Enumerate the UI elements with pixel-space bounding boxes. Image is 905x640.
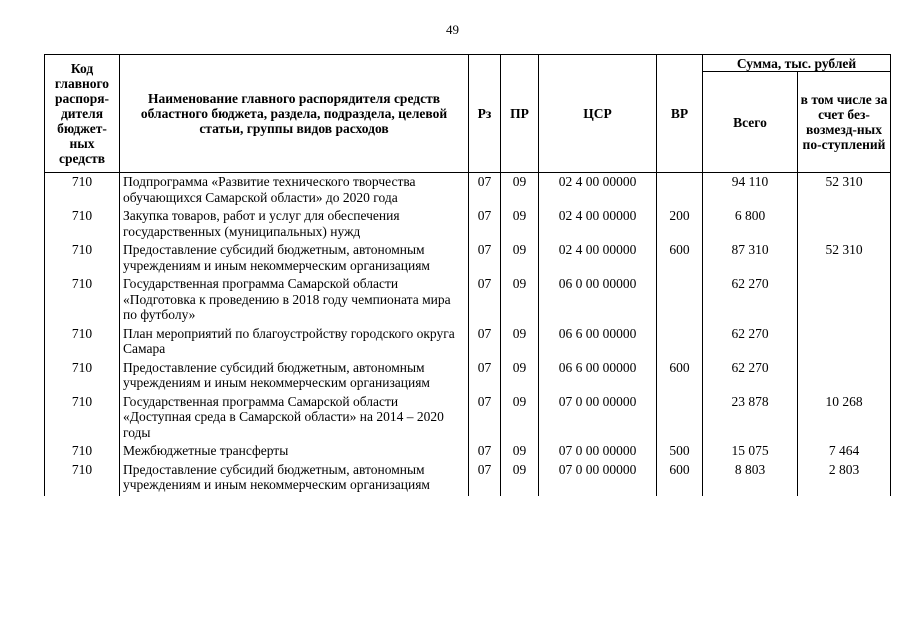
- header-total: Всего: [703, 72, 798, 173]
- cell-pr: 09: [501, 326, 539, 360]
- cell-csr: 02 4 00 00000: [539, 242, 657, 276]
- cell-total: 62 270: [703, 360, 798, 394]
- cell-pr: 09: [501, 242, 539, 276]
- cell-pr: 09: [501, 276, 539, 326]
- header-rz: Рз: [469, 55, 501, 173]
- cell-csr: 06 0 00 00000: [539, 276, 657, 326]
- cell-total: 6 800: [703, 208, 798, 242]
- cell-vr: 200: [657, 208, 703, 242]
- cell-grants: 7 464: [798, 443, 891, 462]
- table-row: [45, 326, 891, 360]
- table-body: [45, 173, 891, 496]
- cell-rz: 07: [469, 394, 501, 444]
- cell-rz: 07: [469, 173, 501, 209]
- table-row: [45, 242, 891, 276]
- table-row: [45, 173, 891, 209]
- cell-csr: 07 0 00 00000: [539, 462, 657, 496]
- cell-name: Предоставление субсидий бюджетным, автономным учреждениям и иным некоммерческим организациям: [120, 242, 469, 276]
- cell-grants: 10 268: [798, 394, 891, 444]
- cell-name: План мероприятий по благоустройству городского округа Самара: [120, 326, 469, 360]
- cell-name: Предоставление субсидий бюджетным, автономным учреждениям и иным некоммерческим организациям: [120, 462, 469, 496]
- cell-code: 710: [45, 326, 120, 360]
- cell-code: 710: [45, 276, 120, 326]
- cell-csr: 07 0 00 00000: [539, 394, 657, 444]
- cell-grants: 52 310: [798, 242, 891, 276]
- cell-pr: 09: [501, 173, 539, 209]
- cell-total: 87 310: [703, 242, 798, 276]
- cell-rz: 07: [469, 360, 501, 394]
- cell-rz: 07: [469, 326, 501, 360]
- cell-pr: 09: [501, 360, 539, 394]
- header-pr: ПР: [501, 55, 539, 173]
- cell-grants: [798, 326, 891, 360]
- cell-code: 710: [45, 208, 120, 242]
- budget-table: [44, 54, 891, 496]
- cell-total: 23 878: [703, 394, 798, 444]
- cell-rz: 07: [469, 242, 501, 276]
- cell-code: 710: [45, 360, 120, 394]
- cell-vr: [657, 326, 703, 360]
- cell-grants: [798, 360, 891, 394]
- cell-csr: 07 0 00 00000: [539, 443, 657, 462]
- cell-total: 62 270: [703, 326, 798, 360]
- cell-name: Государственная программа Самарской области «Подготовка к проведению в 2018 году чемпионата мира по футболу»: [120, 276, 469, 326]
- cell-pr: 09: [501, 394, 539, 444]
- header-sum-group: Сумма, тыс. рублей: [703, 55, 891, 72]
- cell-csr: 02 4 00 00000: [539, 208, 657, 242]
- cell-pr: 09: [501, 462, 539, 496]
- header-code: Код главного распоря-дителя бюджет-ных средств: [45, 55, 120, 173]
- table-row: [45, 394, 891, 444]
- cell-vr: [657, 394, 703, 444]
- cell-vr: 600: [657, 242, 703, 276]
- header-csr: ЦСР: [539, 55, 657, 173]
- cell-rz: 07: [469, 443, 501, 462]
- cell-total: 94 110: [703, 173, 798, 209]
- cell-code: 710: [45, 394, 120, 444]
- cell-grants: [798, 276, 891, 326]
- table-row: [45, 276, 891, 326]
- cell-vr: [657, 276, 703, 326]
- table-row: [45, 443, 891, 462]
- cell-csr: 02 4 00 00000: [539, 173, 657, 209]
- cell-grants: [798, 208, 891, 242]
- header-vr: ВР: [657, 55, 703, 173]
- table-row: [45, 360, 891, 394]
- cell-total: 8 803: [703, 462, 798, 496]
- cell-csr: 06 6 00 00000: [539, 360, 657, 394]
- page-number: 49: [446, 22, 459, 37]
- cell-name: Подпрограмма «Развитие технического творчества обучающихся Самарской области» до 2020 года: [120, 173, 469, 209]
- table-row: [45, 462, 891, 496]
- cell-total: 62 270: [703, 276, 798, 326]
- header-name: Наименование главного распорядителя средств областного бюджета, раздела, подраздела, целевой статьи, группы видов расходов: [120, 55, 469, 173]
- cell-rz: 07: [469, 462, 501, 496]
- cell-code: 710: [45, 462, 120, 496]
- table-row: [45, 208, 891, 242]
- cell-rz: 07: [469, 208, 501, 242]
- header-grants: в том числе за счет без-возмезд-ных по-ступлений: [798, 72, 891, 173]
- cell-grants: 52 310: [798, 173, 891, 209]
- cell-name: Межбюджетные трансферты: [120, 443, 469, 462]
- cell-code: 710: [45, 173, 120, 209]
- cell-pr: 09: [501, 443, 539, 462]
- cell-csr: 06 6 00 00000: [539, 326, 657, 360]
- cell-rz: 07: [469, 276, 501, 326]
- cell-grants: 2 803: [798, 462, 891, 496]
- cell-code: 710: [45, 242, 120, 276]
- cell-pr: 09: [501, 208, 539, 242]
- cell-total: 15 075: [703, 443, 798, 462]
- cell-name: Предоставление субсидий бюджетным, автономным учреждениям и иным некоммерческим организациям: [120, 360, 469, 394]
- cell-vr: 600: [657, 462, 703, 496]
- cell-name: Государственная программа Самарской области «Доступная среда в Самарской области» на 2014 – 2020 годы: [120, 394, 469, 444]
- cell-vr: [657, 173, 703, 209]
- cell-code: 710: [45, 443, 120, 462]
- cell-vr: 500: [657, 443, 703, 462]
- cell-vr: 600: [657, 360, 703, 394]
- cell-name: Закупка товаров, работ и услуг для обеспечения государственных (муниципальных) нужд: [120, 208, 469, 242]
